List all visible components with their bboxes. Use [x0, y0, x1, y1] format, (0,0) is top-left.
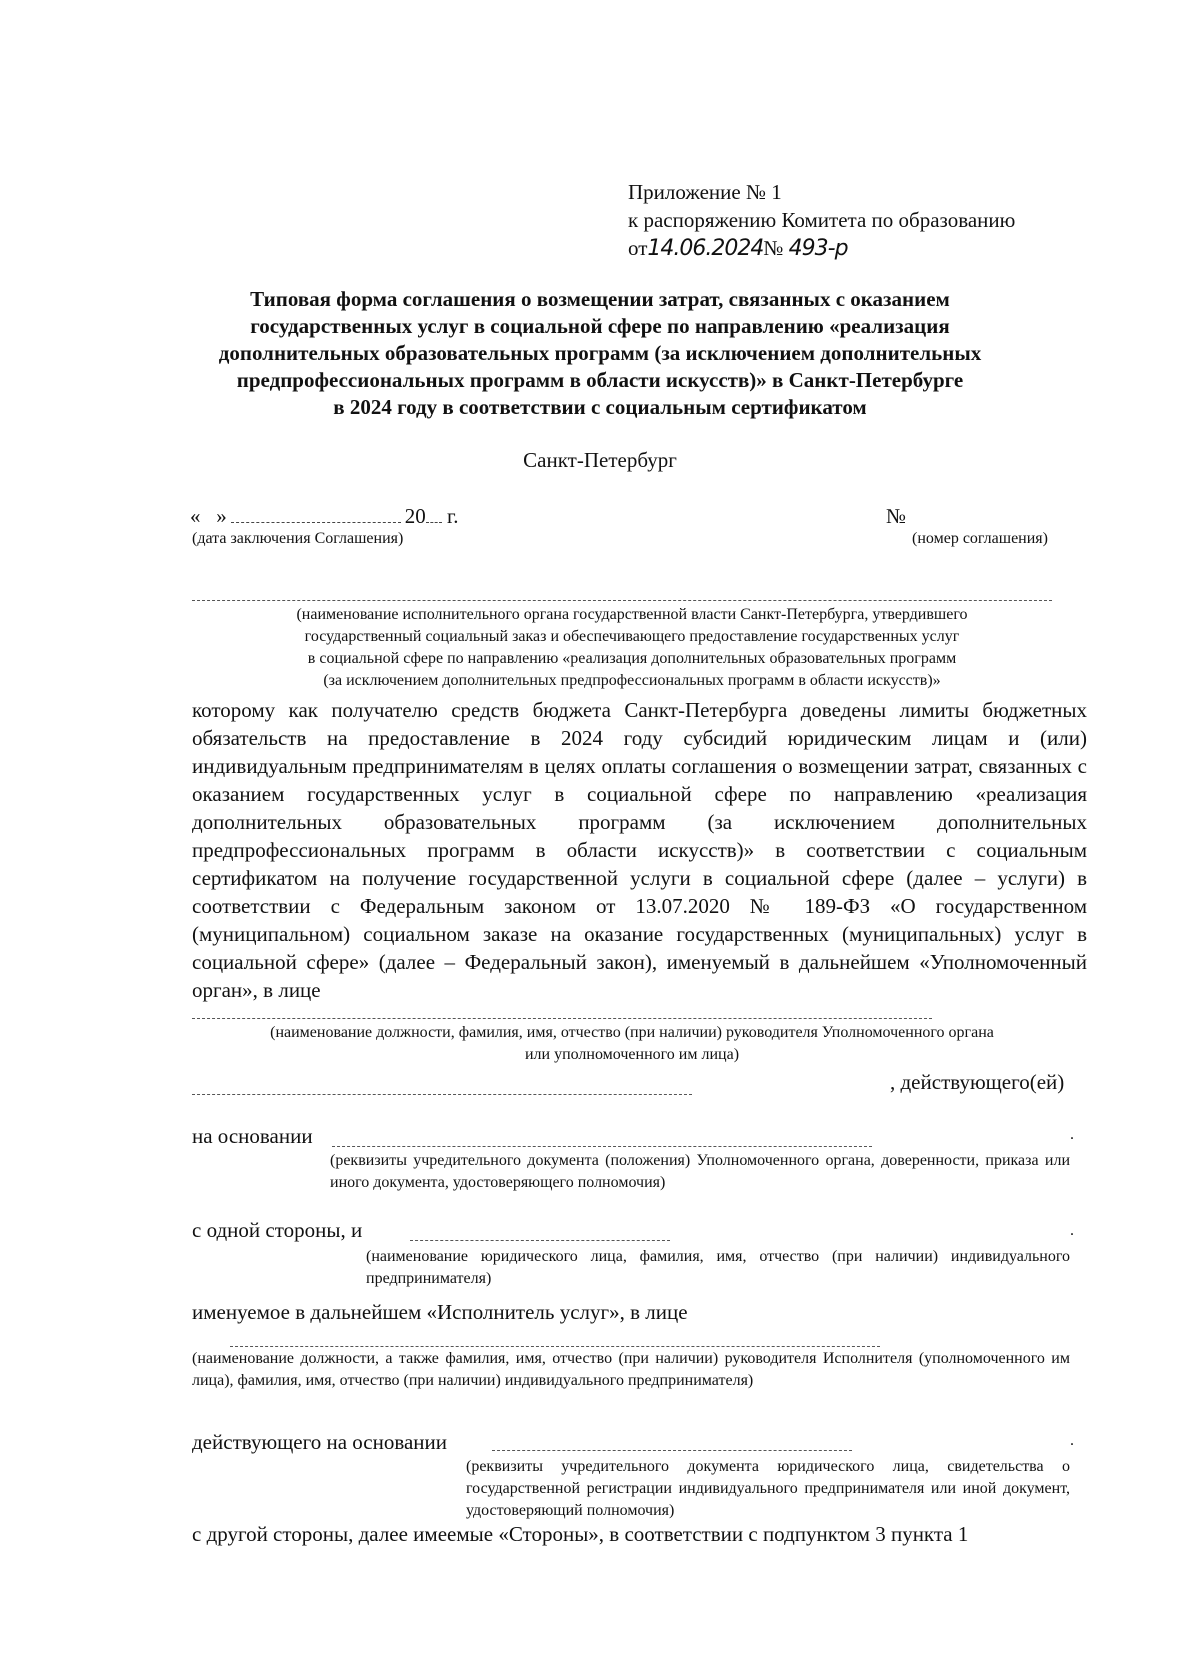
head-blank-line	[192, 1018, 932, 1019]
annex-title: Приложение № 1	[628, 180, 782, 204]
organ-caption	[192, 604, 1072, 692]
agreement-number-field	[886, 504, 906, 529]
number-sign: №	[763, 236, 784, 260]
party1-blank-line	[410, 1240, 670, 1241]
party1-dot: .	[1070, 1222, 1074, 1239]
basis-dot: .	[1070, 1126, 1074, 1143]
executor-blank-line	[230, 1346, 880, 1347]
acting-label: , действующего(ей)	[890, 1070, 1065, 1094]
acting-blank-line	[192, 1094, 692, 1095]
caption-line: или уполномоченного им лица)	[524, 1046, 740, 1063]
caption-line: (наименование исполнительного органа государственной власти Санкт-Петербурга, утвердившего	[296, 606, 968, 623]
caption-line: (за исключением дополнительных предпрофессиональных программ в области искусств)»	[323, 672, 941, 689]
quote-close: »	[216, 504, 227, 528]
document-title	[150, 286, 1050, 421]
title-line: государственных услуг в социальной сфере по направлению «реализация	[250, 314, 950, 338]
basis-blank-line	[332, 1146, 872, 1147]
number-sign: №	[886, 504, 907, 528]
executor-caption: (наименование должности, а также фамилия, имя, отчество (при наличии) руководителя Исполнителя (уполномоченного им лица), фамилия, имя, отчество (при наличии) индивидуального предпринимателя)	[192, 1350, 1070, 1389]
handwritten-number: 493-р	[788, 236, 848, 261]
acting-basis-label: действующего на основании	[192, 1430, 448, 1454]
year-blank	[426, 522, 442, 523]
title-line: Типовая форма соглашения о возмещении затрат, связанных с оказанием	[250, 287, 950, 311]
annex-header	[628, 178, 1015, 263]
month-blank	[231, 522, 401, 523]
basis-caption: (реквизиты учредительного документа (положения) Уполномоченного органа, доверенности, приказа или иного документа, удостоверяющего полномочия)	[330, 1152, 1070, 1191]
year-suffix: г.	[447, 504, 459, 528]
party1-caption: (наименование юридического лица, фамилия, имя, отчество (при наличии) индивидуального предпринимателя)	[366, 1248, 1070, 1287]
title-line: дополнительных образовательных программ (за исключением дополнительных	[218, 341, 982, 365]
caption-line: государственный социальный заказ и обеспечивающего предоставление государственных услуг	[304, 628, 960, 645]
caption-line: в социальной сфере по направлению «реализация дополнительных образовательных программ	[307, 650, 957, 667]
paragraph-preamble: которому как получателю средств бюджета Санкт-Петербурга доведены лимиты бюджетных обязательств на предоставление в 2024 году субсидий юридическим лицам и (или) индивидуальным предпринимателям в целях оплаты соглашения о возмещении затрат, связанных с оказанием государственных услуг в социальной сфере по направлению «реализация дополнительных образовательных программ (за исключением дополнительных предпрофессиональных программ в области искусств)» в соответствии с социальным сертификатом на получение государственной услуги в социальной сфере (далее – услуги) в соответствии с Федеральным законом от 13.07.2020 № 189-ФЗ «О государственном (муниципальном) социальном заказе на оказание государственных (муниципальных) услуг в социальной сфере» (далее – Федеральный закон), именуемый в дальнейшем «Уполномоченный орган», в лице	[192, 698, 1087, 1002]
acting-basis-blank-line	[492, 1450, 852, 1451]
date-caption: (дата заключения Соглашения)	[192, 530, 404, 547]
number-caption: (номер соглашения)	[912, 530, 1048, 547]
acting-basis-dot: .	[1070, 1432, 1074, 1449]
head-caption	[192, 1022, 1072, 1066]
title-line: предпрофессиональных программ в области искусств)» в Санкт-Петербурге	[236, 368, 964, 392]
handwritten-date: 14.06.2024	[647, 236, 764, 261]
caption-line: (наименование должности, фамилия, имя, отчество (при наличии) руководителя Уполномоченного органа	[270, 1024, 994, 1041]
quote-open: «	[190, 504, 201, 528]
annex-from-label: от	[628, 236, 648, 260]
title-line: в 2024 году в соответствии с социальным сертификатом	[333, 395, 867, 419]
basis-label: на основании	[192, 1124, 313, 1148]
acting-basis-caption: (реквизиты учредительного документа юридического лица, свидетельства о государственной регистрации индивидуального предпринимателя или иной документ, удостоверяющий полномочия)	[466, 1458, 1070, 1519]
date-field	[190, 504, 459, 529]
city: Санкт-Петербург	[523, 448, 677, 472]
organ-blank-line	[192, 600, 1052, 601]
year-prefix: 20	[404, 504, 426, 528]
annex-reference: к распоряжению Комитета по образованию	[628, 208, 1016, 232]
executor-named-label: именуемое в дальнейшем «Исполнитель услуг», в лице	[192, 1300, 688, 1324]
annex-date-number	[628, 234, 1015, 263]
final-line: с другой стороны, далее имеемые «Стороны», в соответствии с подпунктом 3 пункта 1	[192, 1522, 969, 1546]
party1-label: с одной стороны, и	[192, 1218, 363, 1242]
